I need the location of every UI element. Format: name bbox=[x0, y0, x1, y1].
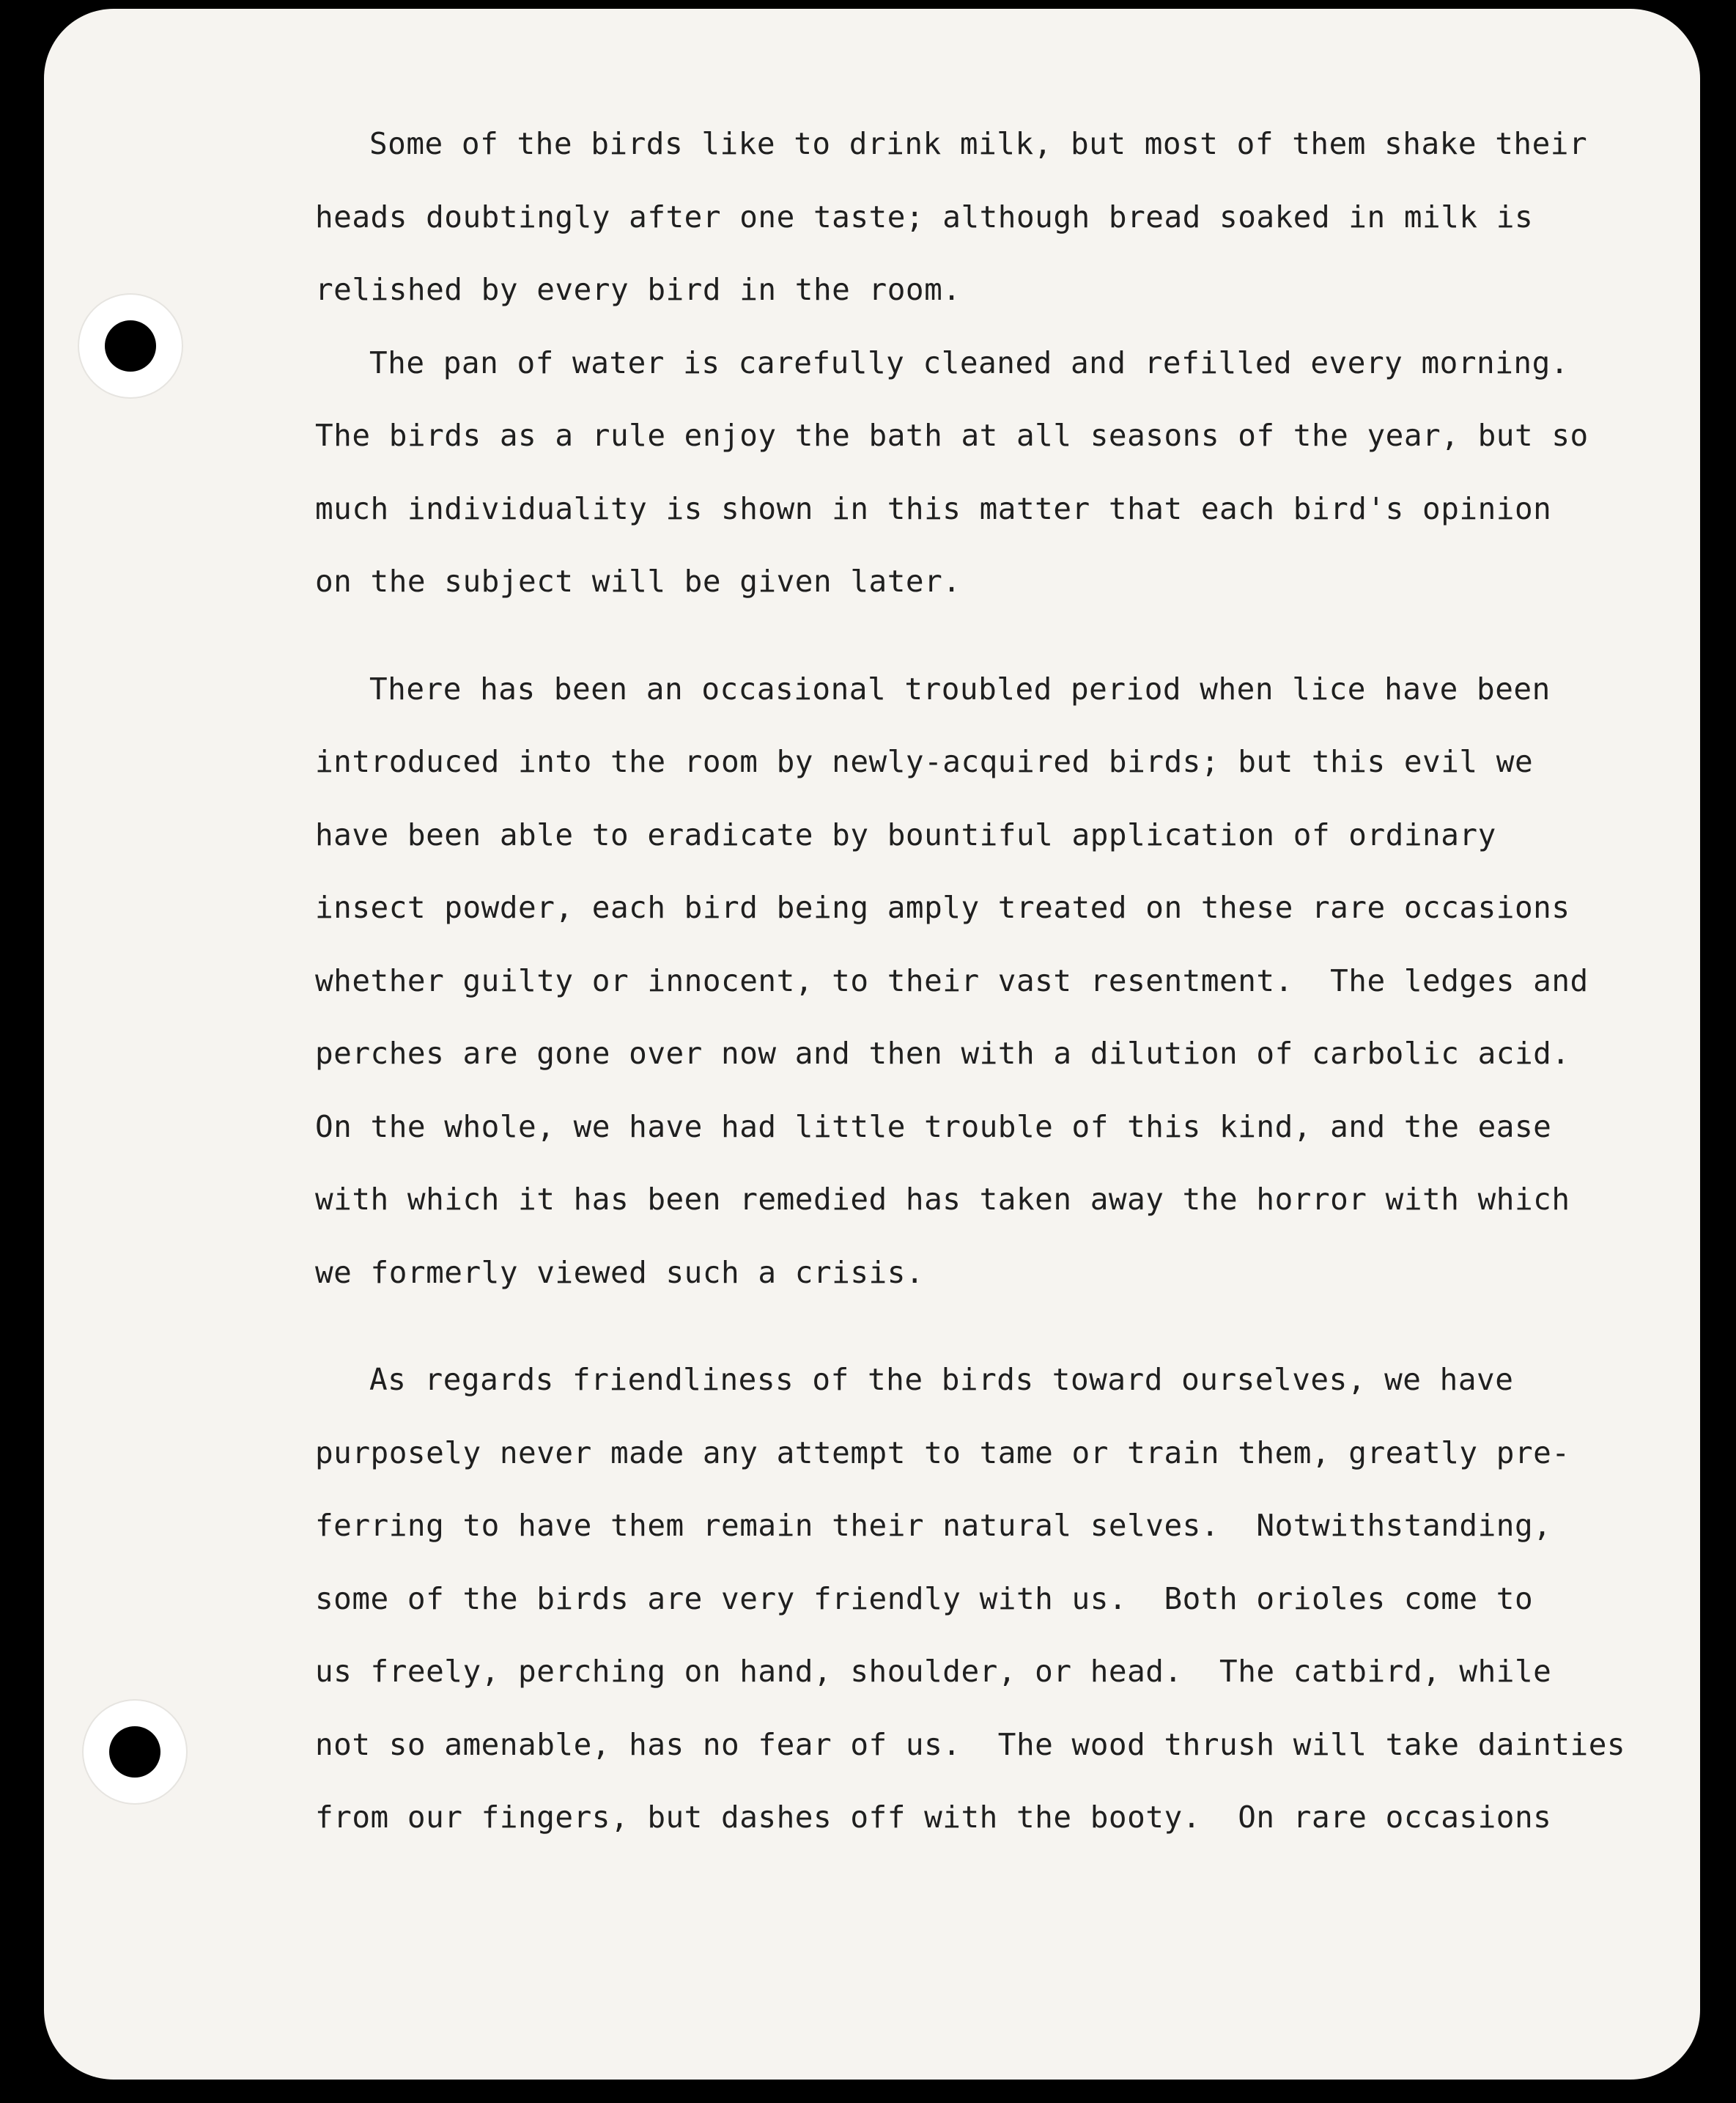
text-line: not so amenable, has no fear of us. The wood thrush will take dainties bbox=[315, 1726, 1626, 1762]
text-line: some of the birds are very friendly with us. Both orioles come to bbox=[315, 1580, 1534, 1616]
text-line: introduced into the room by newly-acquired birds; but this evil we bbox=[315, 744, 1534, 779]
binder-hole-bottom bbox=[84, 1701, 186, 1803]
typewritten-page bbox=[44, 9, 1700, 2080]
text-line: The pan of water is carefully cleaned and refilled every morning. bbox=[369, 345, 1569, 380]
paragraph-milk bbox=[315, 108, 1693, 327]
text-line: much individuality is shown in this matter that each bird's opinion bbox=[315, 490, 1552, 526]
text-line: On the whole, we have had little trouble of this kind, and the ease bbox=[315, 1108, 1552, 1144]
text-line: from our fingers, but dashes off with the booty. On rare occasions bbox=[315, 1800, 1552, 1835]
page-text bbox=[315, 108, 1693, 1855]
binder-hole-top bbox=[79, 295, 182, 397]
text-line: have been able to eradicate by bountiful application of ordinary bbox=[315, 817, 1496, 852]
text-line: As regards friendliness of the birds toward ourselves, we have bbox=[369, 1362, 1514, 1397]
text-line: us freely, perching on hand, shoulder, or head. The catbird, while bbox=[315, 1654, 1552, 1689]
paragraph-lice bbox=[315, 653, 1693, 1310]
paragraph-friendliness bbox=[315, 1344, 1693, 1855]
paragraph-gap bbox=[315, 619, 1693, 653]
text-line: whether guilty or innocent, to their vast resentment. The ledges and bbox=[315, 962, 1589, 998]
text-line: The birds as a rule enjoy the bath at all seasons of the year, but so bbox=[315, 418, 1589, 453]
text-line: with which it has been remedied has taken away the horror with which bbox=[315, 1182, 1570, 1217]
text-line: heads doubtingly after one taste; although bread soaked in milk is bbox=[315, 199, 1534, 235]
text-line: There has been an occasional troubled period when lice have been bbox=[369, 671, 1551, 707]
text-line: purposely never made any attempt to tame or train them, greatly pre- bbox=[315, 1434, 1570, 1470]
text-line: insect powder, each bird being amply treated on these rare occasions bbox=[315, 890, 1570, 925]
text-line: we formerly viewed such a crisis. bbox=[315, 1254, 925, 1290]
text-line: on the subject will be given later. bbox=[315, 564, 961, 599]
paragraph-gap bbox=[315, 1309, 1693, 1344]
text-line: ferring to have them remain their natural selves. Notwithstanding, bbox=[315, 1508, 1552, 1543]
text-line: perches are gone over now and then with a dilution of carbolic acid. bbox=[315, 1036, 1570, 1071]
paragraph-water bbox=[315, 327, 1693, 619]
text-line: relished by every bird in the room. bbox=[315, 272, 961, 307]
text-line: Some of the birds like to drink milk, but most of them shake their bbox=[369, 126, 1588, 161]
